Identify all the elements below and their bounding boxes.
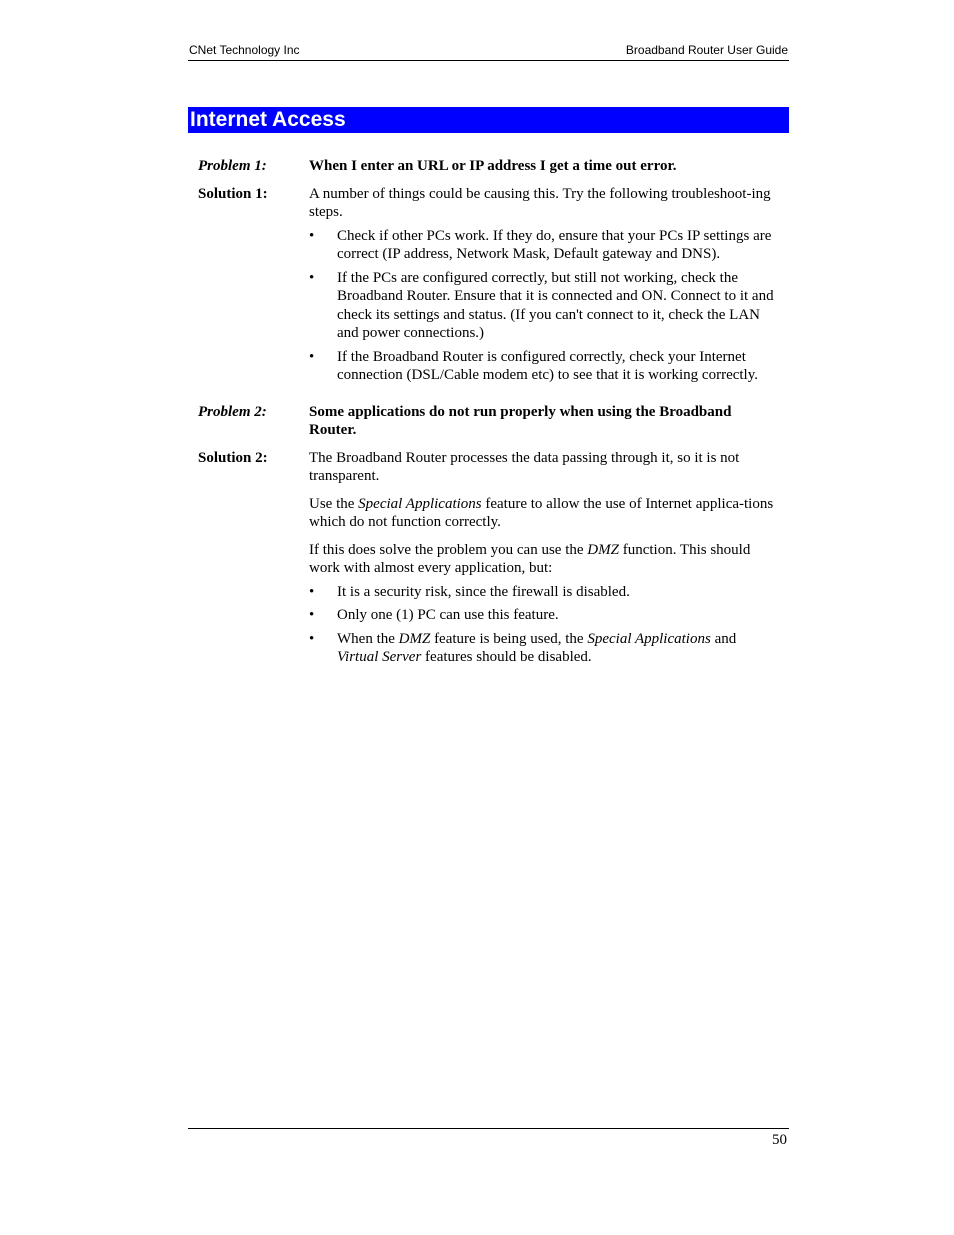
troubleshooting-content — [198, 157, 778, 672]
list-item-text: It is a security risk, since the firewall is disabled. — [337, 583, 630, 600]
special-applications-term: Special Applications — [358, 495, 482, 512]
solution-1 — [198, 185, 778, 390]
list-item — [309, 269, 776, 343]
bullet-icon: • — [309, 583, 315, 600]
page-header — [188, 43, 789, 61]
list-item-text: When the DMZ feature is being used, the Special Applications and Virtual Server features should be disabled. — [337, 630, 737, 665]
solution-2-para-3: If this does solve the problem you can use the DMZ function. This should work with almost every application, but: — [309, 541, 751, 576]
list-item — [309, 606, 776, 625]
solution-2-para-2: Use the Special Applications feature to allow the use of Internet applica-tions which do not function correctly. — [309, 495, 774, 530]
bullet-icon: • — [309, 227, 315, 244]
problem-2-label: Problem 2: — [198, 403, 267, 420]
problem-1-text: When I enter an URL or IP address I get a time out error. — [309, 158, 677, 174]
solution-1-intro: A number of things could be causing this. Try the following troubleshoot-ing steps. — [309, 185, 771, 220]
list-item-text: If the PCs are configured correctly, but still not working, check the Broadband Router. Ensure that it is connected and ON. Connect to it and check its settings and status. (If you can't connect to it, check the LAN and power connections.) — [337, 269, 774, 341]
bullet-icon: • — [309, 269, 315, 286]
bullet-icon: • — [309, 630, 315, 647]
list-item — [309, 227, 776, 264]
list-item — [309, 583, 776, 602]
footer-rule — [188, 1128, 789, 1129]
header-company: CNet Technology Inc — [189, 43, 300, 57]
solution-1-list — [309, 227, 776, 385]
list-item-text: Check if other PCs work. If they do, ensure that your PCs IP settings are correct (IP address, Network Mask, Default gateway and DNS). — [337, 227, 772, 262]
header-guide-title: Broadband Router User Guide — [625, 43, 788, 57]
solution-2 — [198, 449, 778, 672]
list-item-text: If the Broadband Router is configured correctly, check your Internet connection (DSL/Cable modem etc) to see that it is working correctly. — [337, 348, 758, 383]
list-item — [309, 630, 776, 667]
problem-1 — [198, 157, 778, 176]
problem-2 — [198, 403, 778, 440]
problem-2-text: Some applications do not run properly when using the Broadband Router. — [309, 403, 732, 438]
problem-1-label: Problem 1: — [198, 158, 267, 174]
section-title-bar — [188, 107, 789, 133]
bullet-icon: • — [309, 348, 315, 365]
dmz-term: DMZ — [587, 541, 619, 558]
solution-2-label: Solution 2: — [198, 449, 268, 466]
solution-2-para-1: The Broadband Router processes the data passing through it, so it is not transparent. — [309, 449, 740, 484]
section-title: Internet Access — [190, 108, 346, 131]
bullet-icon: • — [309, 607, 315, 623]
solution-1-label: Solution 1: — [198, 185, 268, 202]
solution-2-list — [309, 583, 776, 667]
list-item — [309, 348, 776, 385]
page-number: 50 — [772, 1132, 787, 1148]
list-item-text: Only one (1) PC can use this feature. — [337, 607, 559, 623]
